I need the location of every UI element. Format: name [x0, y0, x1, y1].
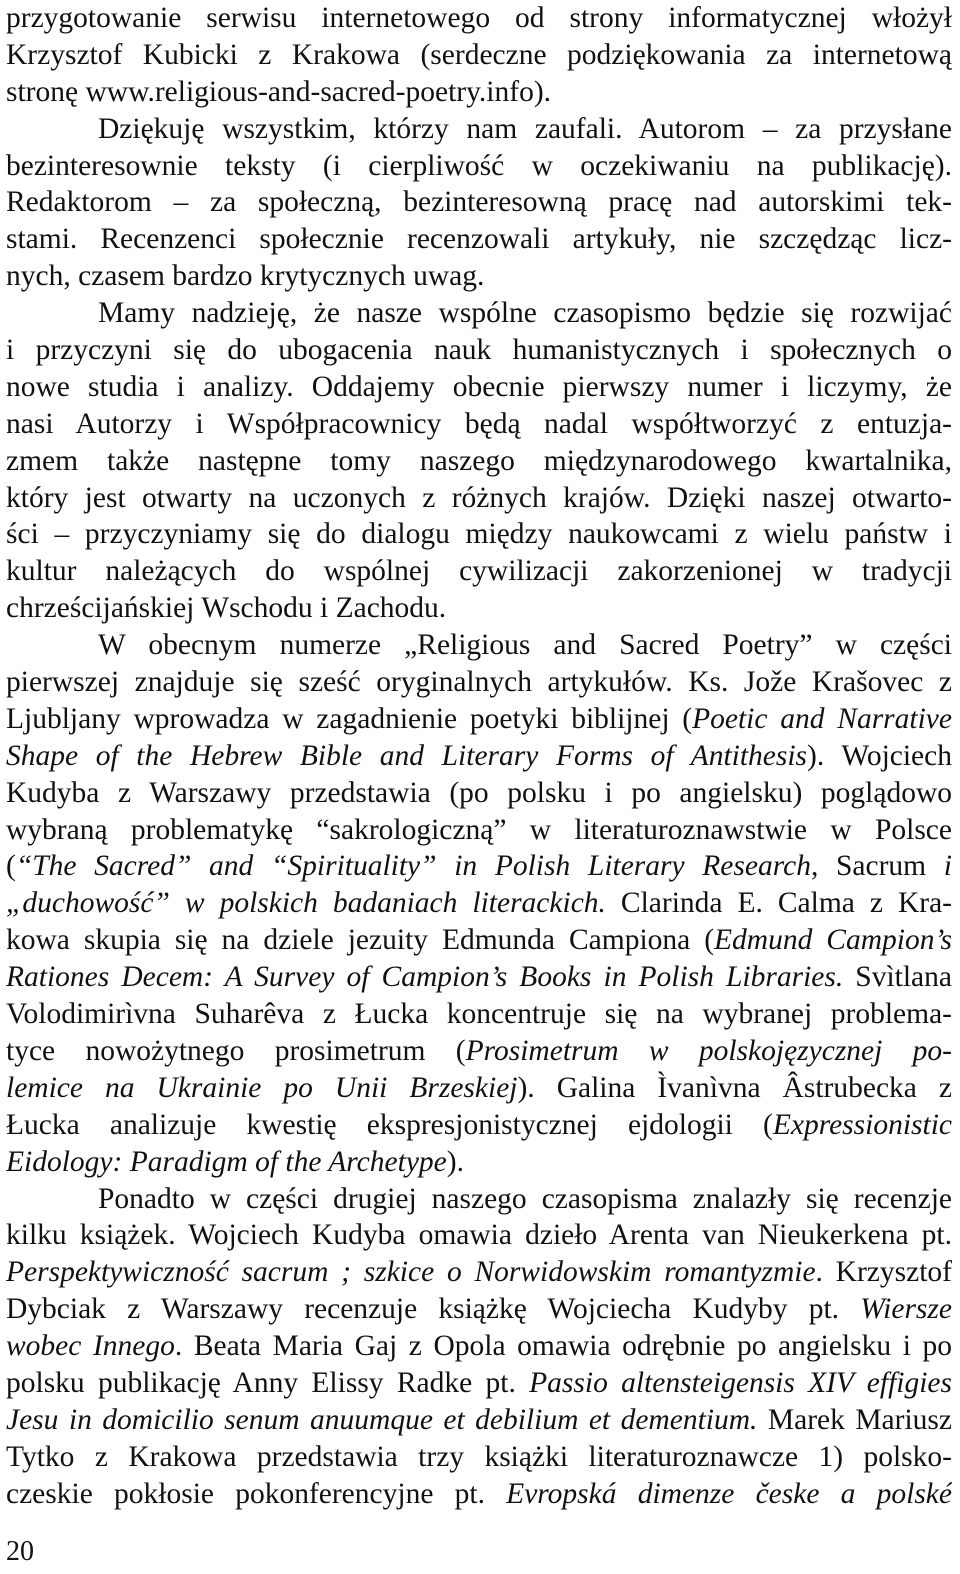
- text-run: (: [6, 850, 16, 883]
- text-line: [6, 37, 952, 74]
- text-run: ści – przyczyniamy się do dialogu między naukowcami z wielu państw i: [6, 518, 952, 551]
- text-line: [6, 701, 952, 738]
- text-line: [6, 1402, 952, 1439]
- text-line: [6, 1439, 952, 1476]
- italic-text: Passio altensteigensis XIV effigies: [529, 1366, 952, 1399]
- text-run: ).: [446, 1145, 464, 1178]
- text-line: [6, 1070, 952, 1107]
- text-run: Clarinda E. Calma z Kra-: [605, 887, 952, 920]
- text-line: [6, 775, 952, 812]
- text-line: [6, 812, 952, 849]
- text-line: [6, 738, 952, 775]
- italic-text: Expressionistic: [772, 1108, 952, 1141]
- text-run: stronę www.religious-and-sacred-poetry.info).: [6, 75, 552, 108]
- text-line: [6, 332, 952, 369]
- text-run: Mamy nadzieję, że nasze wspólne czasopismo będzie się rozwijać: [98, 297, 952, 330]
- italic-text: Edmund Campion’s: [714, 924, 952, 957]
- document-page: [6, 0, 952, 1513]
- text-line: [6, 480, 952, 517]
- text-line: [6, 443, 952, 480]
- text-line: [6, 1181, 952, 1218]
- text-run: Krzysztof Kubicki z Krakowa (serdeczne podziękowania za internetową: [6, 38, 952, 71]
- text-line: [6, 1291, 952, 1328]
- text-run: kowa skupia się na dziele jezuity Edmunda Campiona (: [6, 924, 715, 957]
- text-line: [6, 0, 952, 37]
- text-run: Tytko z Krakowa przedstawia trzy książki literaturoznawcze 1) polsko-: [6, 1440, 952, 1473]
- text-run: chrześcijańskiej Wschodu i Zachodu.: [6, 592, 447, 625]
- text-line: [6, 996, 952, 1033]
- text-run: ). Galina Ìvanìvna Âstrubecka z: [517, 1071, 952, 1104]
- paragraph: [6, 0, 952, 111]
- text-line: [6, 664, 952, 701]
- text-line: [6, 1254, 952, 1291]
- italic-text: Perspektywiczność sacrum ; szkice o Norwidowskim romantyzmie: [6, 1256, 816, 1289]
- text-run: nych, czasem bardzo krytycznych uwag.: [6, 260, 485, 293]
- text-run: . Beata Maria Gaj z Opola omawia odrębnie po angielsku i po: [174, 1330, 952, 1363]
- text-run: nowe studia i analizy. Oddajemy obecnie pierwszy numer i liczymy, że: [6, 370, 952, 403]
- text-line: [6, 148, 952, 185]
- text-run: Ponadto w części drugiej naszego czasopisma znalazły się recenzje: [98, 1182, 952, 1215]
- text-line: [6, 74, 952, 111]
- paragraph: [6, 1181, 952, 1513]
- page-number: 20: [6, 1536, 34, 1567]
- text-run: bezinteresownie teksty (i cierpliwość w oczekiwaniu na publikację).: [6, 149, 952, 182]
- text-run: przygotowanie serwisu internetowego od strony informatycznej włożył: [6, 2, 952, 34]
- text-run: wybraną problematykę “sakrologiczną” w literaturoznawstwie w Polsce: [6, 813, 952, 846]
- text-run: Redaktorom – za społeczną, bezinteresowną pracę nad autorskimi tek-: [6, 186, 952, 219]
- text-line: [6, 258, 952, 295]
- italic-text: wobec Innego: [6, 1330, 175, 1363]
- italic-text: Shape of the Hebrew Bible and Literary Forms of Antithesis: [6, 739, 808, 772]
- italic-text: Evropská dimenze česke a polské: [506, 1477, 952, 1510]
- text-line: [6, 627, 952, 664]
- italic-text: lemice na Ukrainie po Unii Brzeskiej: [6, 1071, 518, 1104]
- italic-text: Prosimetrum w polskojęzycznej po-: [465, 1034, 952, 1067]
- text-run: Łucka analizuje kwestię ekspresjonistycznej ejdologii (: [6, 1108, 773, 1141]
- paragraph: [6, 627, 952, 1180]
- text-run: W obecnym numerze „Religious and Sacred Poetry” w części: [98, 629, 952, 662]
- text-run: Dziękuję wszystkim, którzy nam zaufali. Autorom – za przysłane: [98, 112, 952, 145]
- italic-text: Eidology: Paradigm of the Archetype: [6, 1145, 447, 1178]
- text-line: [6, 553, 952, 590]
- text-line: [6, 1365, 952, 1402]
- text-line: [6, 1217, 952, 1254]
- text-line: [6, 922, 952, 959]
- text-run: czeskie pokłosie pokonferencyjne pt.: [6, 1477, 507, 1510]
- italic-text: Wiersze: [860, 1293, 952, 1326]
- text-run: i przyczyni się do ubogacenia nauk humanistycznych i społecznych o: [6, 334, 952, 367]
- text-run: , Sacrum: [810, 850, 944, 883]
- text-line: [6, 369, 952, 406]
- text-run: polsku publikację Anny Elissy Radke pt.: [6, 1366, 530, 1399]
- text-line: [6, 1328, 952, 1365]
- text-line: [6, 959, 952, 996]
- text-run: kilku książek. Wojciech Kudyba omawia dzieło Arenta van Nieukerkena pt.: [6, 1219, 952, 1252]
- text-run: Marek Mariusz: [757, 1403, 952, 1436]
- paragraph: [6, 111, 952, 295]
- text-run: Volodimirìvna Suharêva z Łucka koncentruje się na wybranej problema-: [6, 998, 952, 1031]
- text-line: [6, 406, 952, 443]
- text-run: pierwszej znajduje się sześć oryginalnych artykułów. Ks. Jože Krašovec z: [6, 666, 952, 699]
- text-run: nasi Autorzy i Współpracownicy będą nadal współtworzyć z entuzja-: [6, 407, 952, 440]
- text-line: [6, 1107, 952, 1144]
- text-line: [6, 848, 952, 885]
- text-line: [6, 1033, 952, 1070]
- text-run: Ljubljany wprowadza w zagadnienie poetyki biblijnej (: [6, 702, 693, 735]
- body-text: [6, 0, 952, 1513]
- italic-text: Rationes Decem: A Survey of Campion’s Books in Polish Libraries.: [6, 961, 844, 994]
- text-line: [6, 1144, 952, 1181]
- text-line: [6, 1476, 952, 1513]
- text-run: Kudyba z Warszawy przedstawia (po polsku i po angielsku) poglądowo: [6, 776, 952, 809]
- text-run: który jest otwarty na uczonych z różnych krajów. Dzięki naszej otwarto-: [6, 481, 952, 514]
- text-line: [6, 885, 952, 922]
- text-run: Dybciak z Warszawy recenzuje książkę Wojciecha Kudyby pt.: [6, 1293, 861, 1326]
- italic-text: i: [943, 850, 952, 883]
- text-line: [6, 516, 952, 553]
- text-line: [6, 590, 952, 627]
- italic-text: Jesu in domicilio senum anuumque et debilium et dementium.: [6, 1403, 758, 1436]
- text-line: [6, 111, 952, 148]
- text-run: stami. Recenzenci społecznie recenzowali artykuły, nie szczędząc licz-: [6, 223, 952, 256]
- text-line: [6, 184, 952, 221]
- italic-text: „duchowość” w polskich badaniach literackich.: [6, 887, 606, 920]
- text-line: [6, 295, 952, 332]
- text-run: tyce nowożytnego prosimetrum (: [6, 1034, 466, 1067]
- text-run: kultur należących do wspólnej cywilizacji zakorzenionej w tradycji: [6, 555, 952, 588]
- italic-text: Poetic and Narrative: [692, 702, 952, 735]
- italic-text: “The Sacred” and “Spirituality” in Polish Literary Research: [15, 850, 811, 883]
- text-run: zmem także następne tomy naszego międzynarodowego kwartalnika,: [6, 444, 952, 477]
- text-run: Svìtlana: [843, 961, 952, 994]
- paragraph: [6, 295, 952, 627]
- text-line: [6, 221, 952, 258]
- text-run: ). Wojciech: [807, 739, 952, 772]
- text-run: . Krzysztof: [815, 1256, 952, 1289]
